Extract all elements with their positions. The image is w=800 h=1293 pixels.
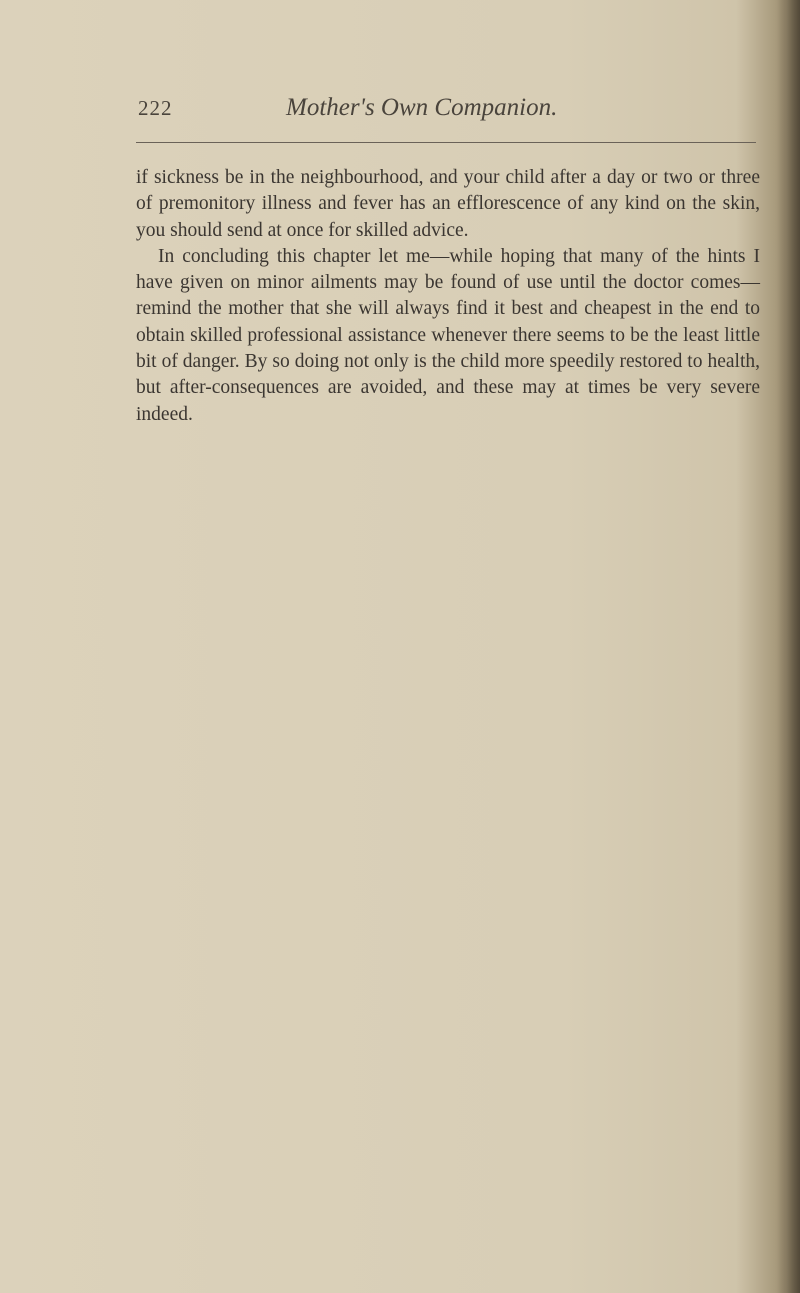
page-edge-shadow bbox=[778, 0, 800, 1293]
paragraph: In concluding this chapter let me—while hoping that many of the hints I have given on minor ailments may be found of use until the doctor comes—remind the mother that she will always find it best and cheapest in the end to obtain skilled professional assistance whenever there seems to be the least little bit of danger. By so doing not only is the child more speedily restored to health, but after-consequences are avoided, and these may at times be very severe indeed. bbox=[136, 245, 760, 425]
page-header bbox=[138, 96, 758, 132]
running-title: Mother's Own Companion. bbox=[286, 94, 558, 121]
page-number: 222 bbox=[138, 96, 173, 120]
body-text bbox=[136, 165, 760, 428]
paragraph: if sickness be in the neighbourhood, and your child after a day or two or three of premonitory illness and fever has an efflorescence of any kind on the skin, you should send at once for skilled advice. bbox=[136, 167, 760, 241]
header-rule bbox=[136, 142, 756, 143]
